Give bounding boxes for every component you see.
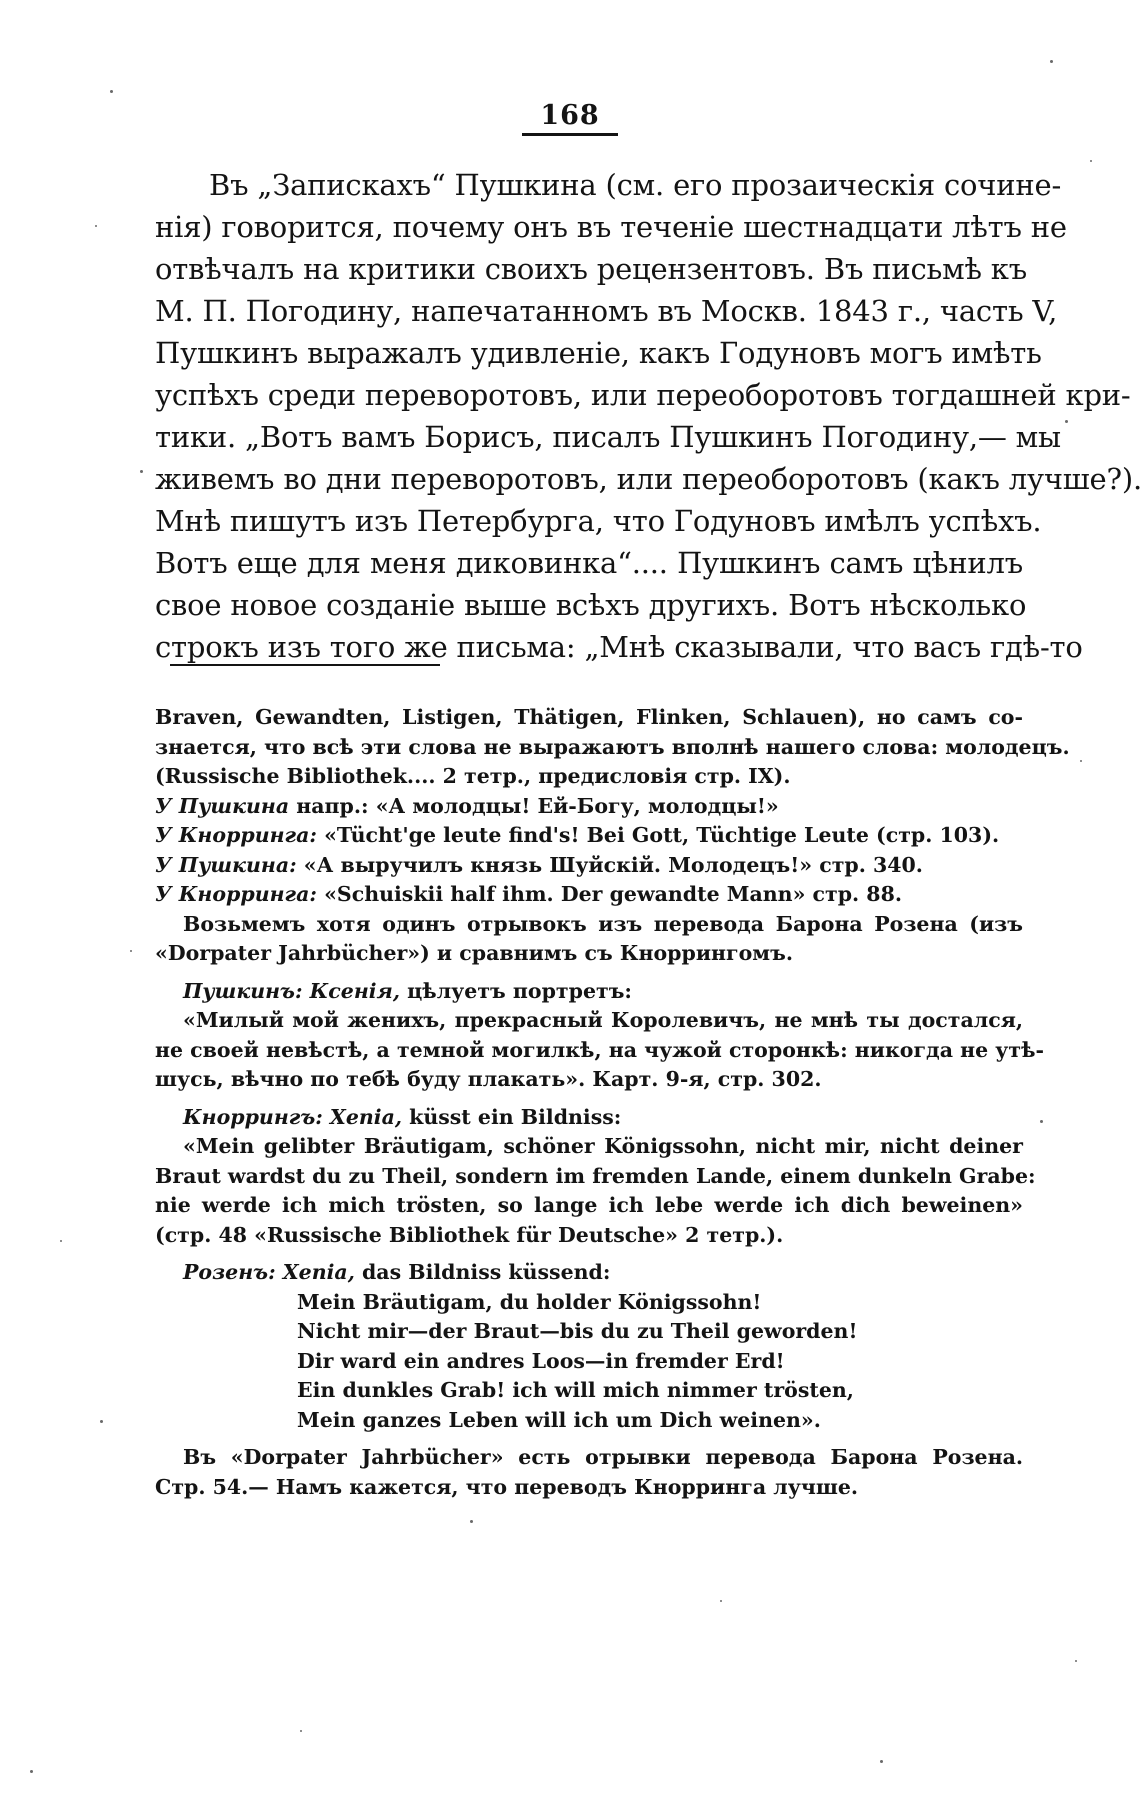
footnote-line: шусь, вѣчно по тебѣ буду плакать». Карт. 9-я, стр. 302.: [155, 1067, 822, 1091]
translation-stage-direction: küsst ein Bildniss:: [401, 1104, 622, 1129]
translation-heading: [155, 977, 1023, 1007]
footnote-line: «Mein gelibter Bräutigam, schöner Königssohn, nicht mir, nicht deiner: [183, 1134, 1023, 1158]
main-text-line: живемъ во дни переворотовъ, или переоборотовъ (какъ лучше?).: [155, 462, 1142, 496]
main-text-line: тики. „Вотъ вамъ Борисъ, писалъ Пушкинъ Погодину,— мы: [155, 420, 1061, 454]
footnote-line: Въ «Dorpater Jahrbücher» есть отрывки перевода Барона Розена.: [183, 1445, 1023, 1469]
translation-heading: [155, 1258, 1023, 1288]
footnote-quote-line: [155, 821, 1023, 851]
page-number-underline: [522, 133, 618, 136]
quote-text: «А выручилъ князь Шуйскій. Молодецъ!» стр. 340.: [296, 852, 923, 877]
poem-line: Nicht mir—der Braut—bis du zu Theil geworden!: [297, 1319, 858, 1343]
footnote-line: (Russische Bibliothek.... 2 тетр., предисловія стр. IX).: [155, 764, 791, 788]
main-paragraph: [155, 164, 1142, 668]
main-text-line: Пушкинъ выражалъ удивленіе, какъ Годуновъ могъ имѣть: [155, 336, 1042, 370]
footnote-line: Braut wardst du zu Theil, sondern im fremden Lande, einem dunkeln Grabe:: [155, 1163, 1036, 1188]
footnote-line: Возьмемъ хотя одинъ отрывокъ изъ перевода Барона Розена (изъ: [183, 911, 1023, 936]
footnotes: [155, 703, 1070, 1502]
translation-heading: [155, 1103, 1023, 1133]
translation-source-label: Кноррингъ: Xenia,: [183, 1104, 402, 1129]
footnote-line: Стр. 54.— Намъ кажется, что переводъ Кнорринга лучше.: [155, 1474, 859, 1499]
translation-source-label: Розенъ: Xenia,: [183, 1260, 355, 1284]
main-text-line: успѣхъ среди переворотовъ, или переоборотовъ тогдашней кри-: [155, 378, 1131, 412]
footnote-separator: [170, 664, 440, 666]
quote-text: напр.: «А молодцы! Ей-Богу, молодцы!»: [289, 793, 779, 818]
main-text-line: М. П. Погодину, напечатанномъ въ Москв. 1843 г., часть V,: [155, 294, 1058, 328]
poem-line: Mein Bräutigam, du holder Königssohn!: [297, 1289, 762, 1314]
footnote-quote-line: [155, 880, 1023, 910]
footnote-line: не своей невѣстѣ, а темной могилкѣ, на чужой сторонкѣ: никогда не утѣ-: [155, 1037, 1045, 1062]
main-text-line: отвѣчалъ на критики своихъ рецензентовъ. Въ письмѣ къ: [155, 252, 1027, 286]
footnote-line: знается, что всѣ эти слова не выражаютъ вполнѣ нашего слова: молодецъ.: [155, 734, 1070, 759]
footnote-line: (стр. 48 «Russische Bibliothek für Deutsche» 2 тетр.).: [155, 1222, 784, 1247]
translation-stage-direction: das Bildniss küssend:: [354, 1260, 611, 1284]
quote-source-label: У Пушкина:: [155, 852, 297, 877]
poem-line: Ein dunkles Grab! ich will mich nimmer trösten,: [297, 1378, 854, 1402]
quote-text: «Schuiskii half ihm. Der gewandte Mann» стр. 88.: [316, 882, 902, 906]
poem-line: Mein ganzes Leben will ich um Dich weinen».: [297, 1407, 821, 1432]
quote-text: «Tücht'ge leute find's! Bei Gott, Tüchtige Leute (стр. 103).: [316, 823, 1000, 847]
page-number: 168: [540, 100, 600, 131]
footnote-line: Braven, Gewandten, Listigen, Thätigen, Flinken, Schlauen), но самъ со-: [155, 705, 1023, 729]
footnote-line: nie werde ich mich trösten, so lange ich lebe werde ich dich beweinen»: [155, 1193, 1023, 1217]
footnote-quote-line: [155, 851, 1023, 881]
quote-source-label: У Пушкина: [155, 793, 290, 818]
main-text-line: Въ „Запискахъ“ Пушкина (см. его прозаическія сочине-: [209, 168, 1062, 202]
translation-stage-direction: цѣлуетъ портретъ:: [400, 978, 632, 1003]
footnote-line: «Dorpater Jahrbücher») и сравнимъ съ Кноррингомъ.: [155, 941, 793, 965]
quote-source-label: У Кнорринга:: [155, 882, 317, 906]
translation-source-label: Пушкинъ: Ксенія,: [183, 978, 401, 1003]
quote-source-label: У Кнорринга:: [155, 823, 317, 847]
main-text-line: свое новое созданіе выше всѣхъ другихъ. Вотъ нѣсколько: [155, 588, 1027, 622]
poem-line: Dir ward ein andres Loos—in fremder Erd!: [297, 1348, 785, 1373]
footnote-line: «Милый мой женихъ, прекрасный Королевичъ, не мнѣ ты достался,: [183, 1008, 1023, 1032]
main-text-line: Вотъ еще для меня диковинка“.... Пушкинъ самъ цѣнилъ: [155, 546, 1023, 580]
footnote-quote-line: [155, 792, 1023, 822]
main-text-line: нія) говорится, почему онъ въ теченіе шестнадцати лѣтъ не: [155, 210, 1067, 244]
main-text-line: строкъ изъ того же письма: „Мнѣ сказывали, что васъ гдѣ-то: [155, 630, 1083, 664]
main-text-line: Мнѣ пишутъ изъ Петербурга, что Годуновъ имѣлъ успѣхъ.: [155, 504, 1042, 538]
